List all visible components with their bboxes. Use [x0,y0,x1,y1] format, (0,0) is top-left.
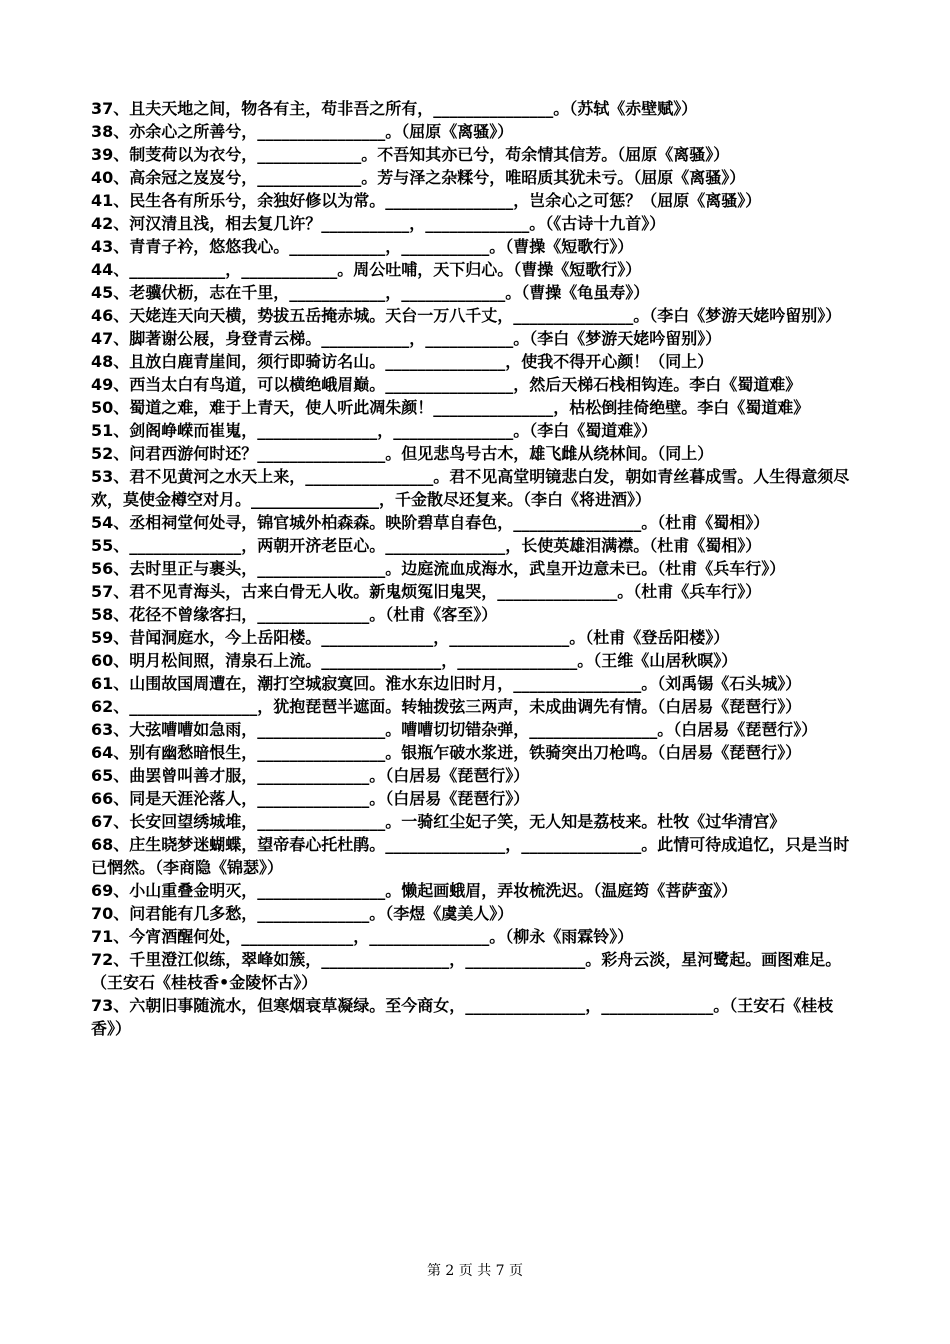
question-number: 38 [91,122,114,141]
question-item [91,649,861,672]
question-number: 72 [91,950,114,969]
question-text: 、亦余心之所善兮，________________。（屈原《离骚》） [113,122,514,141]
question-item [91,833,861,879]
question-number: 69 [91,881,114,900]
question-text: 、蜀道之难，难于上青天，使人听此凋朱颜！_______________，枯松倒挂倚绝壁。李白《蜀道难》 [113,398,810,417]
question-number: 47 [91,329,114,348]
question-item [91,718,861,741]
question-number: 59 [91,628,114,647]
question-text: 、高余冠之岌岌兮，_____________。芳与泽之杂糅兮，唯昭质其犹未亏。（屈原《离骚》） [113,168,746,187]
question-text: 、君不见黄河之水天上来，________________。君不见高堂明镜悲白发，朝如青丝暮成雪。人生得意须尽欢，莫使金樽空对月。________________，千金散尽还复来。（李白《将进酒》） [91,467,850,509]
question-number: 40 [91,168,114,187]
question-item [91,166,861,189]
question-number: 50 [91,398,114,417]
question-number: 68 [91,835,114,854]
question-item [91,258,861,281]
question-number: 56 [91,559,114,578]
question-item [91,511,861,534]
question-number: 73 [91,996,114,1015]
question-item [91,465,861,511]
question-number: 43 [91,237,114,256]
question-item [91,764,861,787]
question-number: 60 [91,651,114,670]
question-number: 48 [91,352,114,371]
question-number: 62 [91,697,114,716]
question-item [91,442,861,465]
question-text: 、千里澄江似练，翠峰如簇，________________，_______________。彩舟云淡，星河鹭起。画图难足。（王安石《桂枝香•金陵怀古》） [91,950,842,992]
question-item [91,396,861,419]
question-item [91,419,861,442]
question-text: 、剑阁峥嵘而崔嵬，_______________，_______________。（李白《蜀道难》） [113,421,658,440]
question-text: 、且夫天地之间，物各有主，苟非吾之所有，_______________。（苏轼《赤壁赋》） [113,99,698,118]
question-number: 37 [91,99,114,118]
question-item [91,925,861,948]
question-number: 41 [91,191,114,210]
question-item [91,603,861,626]
question-item [91,810,861,833]
question-item [91,281,861,304]
question-text: 、河汉清且浅，相去复几许？___________，_____________。（《古诗十九首》） [113,214,666,233]
question-item [91,580,861,603]
question-text: 、青青子衿，悠悠我心。____________，___________。（曹操《短歌行》） [113,237,634,256]
question-number: 61 [91,674,114,693]
question-item [91,304,861,327]
question-text: 、______________，两朝开济老臣心。_______________，长使英雄泪满襟。（杜甫《蜀相》） [113,536,762,555]
question-item [91,120,861,143]
question-item [91,373,861,396]
question-text: 、昔闻洞庭水，今上岳阳楼。______________，_______________。（杜甫《登岳阳楼》） [113,628,730,647]
question-list [91,97,861,1040]
question-item [91,879,861,902]
question-item [91,350,861,373]
question-text: 、花径不曾缘客扫，______________。（杜甫《客至》） [113,605,498,624]
question-text: 、同是天涯沦落人，______________。（白居易《琵琶行》） [113,789,530,808]
question-text: 、别有幽愁暗恨生，________________。银瓶乍破水浆迸，铁骑突出刀枪鸣。（白居易《琵琶行》） [113,743,802,762]
question-item [91,97,861,120]
question-item [91,212,861,235]
question-item [91,787,861,810]
question-number: 45 [91,283,114,302]
question-text: 、天姥连天向天横，势拔五岳掩赤城。天台一万八千丈，_______________。（李白《梦游天姥吟留别》） [113,306,842,325]
question-number: 42 [91,214,114,233]
question-item [91,695,861,718]
question-number: 52 [91,444,114,463]
question-text: 、小山重叠金明灭，________________。懒起画蛾眉，弄妆梳洗迟。（温庭筠《菩萨蛮》） [113,881,738,900]
question-text: 、今宵酒醒何处，______________，_______________。（柳永《雨霖铃》） [113,927,634,946]
question-number: 67 [91,812,114,831]
question-text: 、山围故国周遭在，潮打空城寂寞回。淮水东边旧时月，________________。（刘禹锡《石头城》） [113,674,802,693]
question-number: 65 [91,766,114,785]
question-item [91,994,861,1040]
question-text: 、长安回望绣城堆，________________。一骑红尘妃子笑，无人知是荔枝来。杜牧《过华清宫》 [113,812,786,831]
question-text: 、老骥伏枥，志在千里，____________，_____________。（曹操《龟虽寿》） [113,283,650,302]
question-text: 、曲罢曾叫善才服，______________。（白居易《琵琶行》） [113,766,530,785]
question-item [91,534,861,557]
question-number: 63 [91,720,114,739]
question-number: 53 [91,467,114,486]
question-text: 、六朝旧事随流水，但寒烟衰草凝绿。至今商女，_______________，______________。（王安石《桂枝香》） [91,996,834,1038]
question-text: 、脚著谢公屐，身登青云梯。___________，___________。（李白《梦游天姥吟留别》） [113,329,722,348]
question-text: 、问君能有几多愁，______________。（李煜《虞美人》） [113,904,514,923]
question-item [91,626,861,649]
question-text: 、明月松间照，清泉石上流。_______________，_______________。（王维《山居秋暝》） [113,651,738,670]
question-number: 54 [91,513,114,532]
question-text: 、________________，犹抱琵琶半遮面。转轴拨弦三两声，未成曲调先有情。（白居易《琵琶行》） [113,697,802,716]
question-item [91,235,861,258]
question-text: 、大弦嘈嘈如急雨，________________。嘈嘈切切错杂弹，________________。（白居易《琵琶行》） [113,720,818,739]
question-number: 57 [91,582,114,601]
question-number: 44 [91,260,114,279]
question-text: 、且放白鹿青崖间，须行即骑访名山。_______________，使我不得开心颜！（同上） [113,352,714,371]
page-footer: 第 2 页 共 7 页 [426,1263,524,1279]
question-text: 、去时里正与裹头，________________。边庭流血成海水，武皇开边意未已。（杜甫《兵车行》） [113,559,786,578]
question-number: 64 [91,743,114,762]
question-number: 39 [91,145,114,164]
question-number: 55 [91,536,114,555]
question-number: 51 [91,421,114,440]
question-text: 、问君西游何时还？________________。但见悲鸟号古木，雄飞雌从绕林间。（同上） [113,444,714,463]
question-item [91,557,861,580]
question-number: 46 [91,306,114,325]
question-text: 、民生各有所乐兮，余独好修以为常。________________，岂余心之可惩？（屈原《离骚》） [113,191,762,210]
question-number: 66 [91,789,114,808]
question-text: 、庄生晓梦迷蝴蝶，望帝春心托杜鹃。_______________，_______________。此情可待成追忆，只是当时已惘然。（李商隐《锦瑟》） [91,835,850,877]
question-item [91,741,861,764]
question-item [91,672,861,695]
question-item [91,189,861,212]
question-text: 、丞相祠堂何处寻，锦官城外柏森森。映阶碧草自春色，________________。（杜甫《蜀相》） [113,513,770,532]
question-text: 、制芰荷以为衣兮，_____________。不吾知其亦已兮，苟余情其信芳。（屈原《离骚》） [113,145,730,164]
question-number: 58 [91,605,114,624]
question-item [91,143,861,166]
question-text: 、____________，____________。周公吐哺，天下归心。（曹操《短歌行》） [113,260,642,279]
question-text: 、君不见青海头，古来白骨无人收。新鬼烦冤旧鬼哭，_______________。（杜甫《兵车行》） [113,582,762,601]
question-item [91,327,861,350]
question-item [91,902,861,925]
question-number: 49 [91,375,114,394]
question-text: 、西当太白有鸟道，可以横绝峨眉巅。________________，然后天梯石栈相钩连。李白《蜀道难》 [113,375,802,394]
question-item [91,948,861,994]
question-number: 70 [91,904,114,923]
question-number: 71 [91,927,114,946]
